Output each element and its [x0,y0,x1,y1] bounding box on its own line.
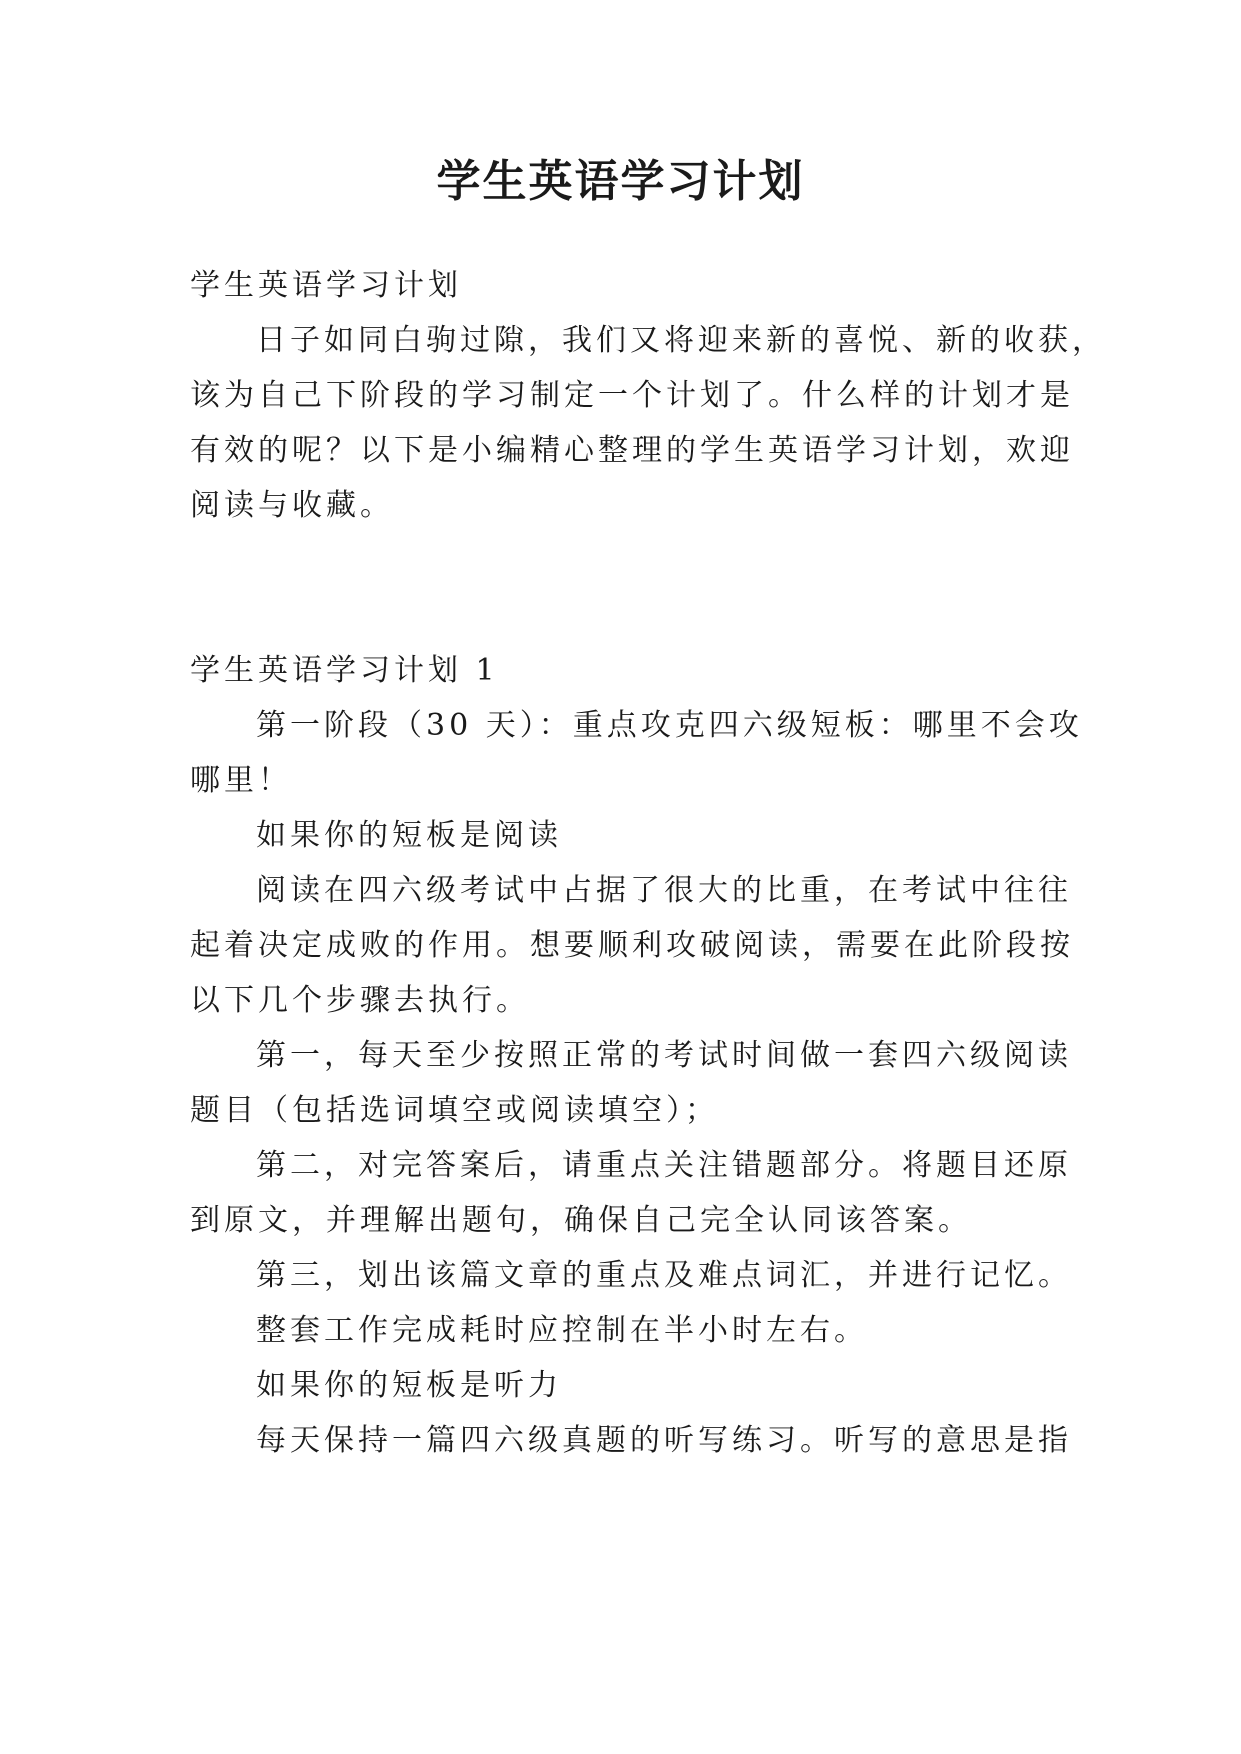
section-heading: 学生英语学习计划 1 [190,653,499,688]
step-two-line-1: 第二，对完答案后，请重点关注错题部分。将题目还原 [256,1148,1072,1183]
stage-one-line-2: 哪里！ [190,763,292,798]
step-three: 第三，划出该篇文章的重点及难点词汇，并进行记忆。 [256,1258,1072,1293]
intro-line-4: 阅读与收藏。 [190,488,394,523]
intro-line-1: 日子如同白驹过隙，我们又将迎来新的喜悦、新的收获， [256,323,1106,358]
stage-one-line-1: 第一阶段（30 天）：重点攻克四六级短板：哪里不会攻 [256,708,1083,743]
listening-heading: 如果你的短板是听力 [256,1368,562,1403]
subtitle: 学生英语学习计划 [190,268,462,303]
reading-para-line-3: 以下几个步骤去执行。 [190,983,530,1018]
reading-para-line-1: 阅读在四六级考试中占据了很大的比重，在考试中往往 [256,873,1072,908]
step-one-line-1: 第一，每天至少按照正常的考试时间做一套四六级阅读 [256,1038,1072,1073]
step-one-line-2: 题目（包括选词填空或阅读填空）； [190,1093,719,1128]
intro-line-3: 有效的呢？以下是小编精心整理的学生英语学习计划，欢迎 [190,433,1074,468]
reading-para-line-2: 起着决定成败的作用。想要顺利攻破阅读，需要在此阶段按 [190,928,1074,963]
reading-heading: 如果你的短板是阅读 [256,818,562,853]
document-title: 学生英语学习计划 [436,156,805,207]
intro-line-2: 该为自己下阶段的学习制定一个计划了。什么样的计划才是 [190,378,1074,413]
time-note: 整套工作完成耗时应控制在半小时左右。 [256,1313,868,1348]
step-two-line-2: 到原文，并理解出题句，确保自己完全认同该答案。 [190,1203,972,1238]
listening-para-line-1: 每天保持一篇四六级真题的听写练习。听写的意思是指 [256,1423,1072,1458]
